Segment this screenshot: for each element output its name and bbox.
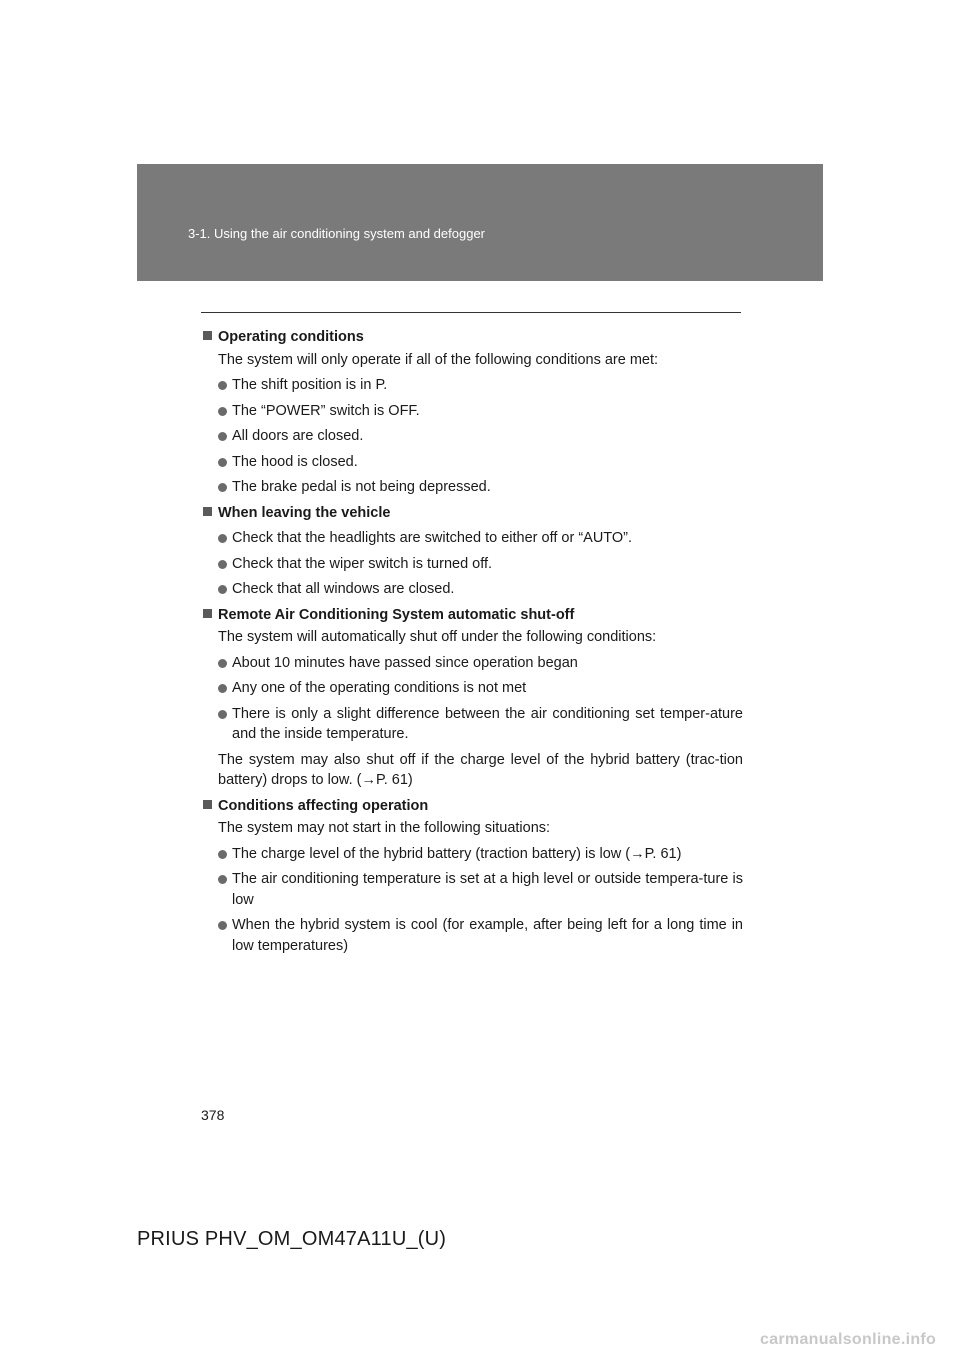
section-intro: The system will automatically shut off under the following conditions: xyxy=(218,629,657,645)
section-heading-text: When leaving the vehicle xyxy=(218,504,391,521)
list-item xyxy=(218,704,743,745)
circle-bullet-icon xyxy=(218,432,227,441)
section-intro: The system will only operate if all of the following conditions are met: xyxy=(218,351,659,368)
section-heading-text: Operating conditions xyxy=(218,329,364,345)
section-divider xyxy=(201,312,741,313)
list-item xyxy=(218,869,743,910)
section-intro: The system may not start in the following situations: xyxy=(218,820,551,836)
circle-bullet-icon xyxy=(218,921,227,930)
circle-bullet-icon xyxy=(218,483,227,492)
section-outro: The system may also shut off if the charge level of the hybrid battery (trac-tion battery) drops to low. (→P. 61) xyxy=(218,751,743,788)
list-item xyxy=(218,528,743,549)
list-item-text: All doors are closed. xyxy=(232,428,364,444)
list-item-text: Check that all windows are closed. xyxy=(232,581,455,597)
chapter-header-band xyxy=(137,164,823,281)
page-content xyxy=(203,327,743,956)
section-heading xyxy=(203,503,743,524)
list-item xyxy=(218,844,743,865)
list-item xyxy=(218,426,743,447)
section-heading xyxy=(203,605,743,626)
square-bullet-icon xyxy=(203,800,212,809)
circle-bullet-icon xyxy=(218,585,227,594)
list-item-text: The brake pedal is not being depressed. xyxy=(232,479,491,495)
document-code: PRIUS PHV_OM_OM47A11U_(U) xyxy=(137,1228,447,1250)
list-item xyxy=(218,401,743,422)
list-item-text: There is only a slight difference between the air conditioning set temper-ature and the inside temperature. xyxy=(232,705,743,742)
list-item-text: Check that the headlights are switched to either off or “AUTO”. xyxy=(232,530,633,546)
circle-bullet-icon xyxy=(218,710,227,719)
list-item-text: The air conditioning temperature is set at a high level or outside tempera-ture is low xyxy=(232,871,743,908)
list-item xyxy=(218,653,743,674)
list-item-text: The “POWER” switch is OFF. xyxy=(232,402,420,419)
list-item-text: The hood is closed. xyxy=(232,453,358,470)
list-item-text: The charge level of the hybrid battery (traction battery) is low (→P. 61) xyxy=(232,845,682,862)
section-heading-text: Conditions affecting operation xyxy=(218,797,429,814)
section-heading-text: Remote Air Conditioning System automatic shut-off xyxy=(218,606,575,623)
chapter-title: 3-1. Using the air conditioning system and defogger xyxy=(188,226,486,241)
list-item xyxy=(218,452,743,473)
section-heading xyxy=(203,796,743,817)
circle-bullet-icon xyxy=(218,381,227,390)
circle-bullet-icon xyxy=(218,560,227,569)
list-item xyxy=(218,375,743,396)
list-item xyxy=(218,579,743,600)
page-number: 378 xyxy=(201,1107,225,1123)
list-item xyxy=(218,678,743,699)
list-item-text: About 10 minutes have passed since operation began xyxy=(232,654,578,671)
list-item-text: Any one of the operating conditions is not met xyxy=(232,680,527,696)
circle-bullet-icon xyxy=(218,850,227,859)
square-bullet-icon xyxy=(203,331,212,340)
square-bullet-icon xyxy=(203,609,212,618)
circle-bullet-icon xyxy=(218,407,227,416)
square-bullet-icon xyxy=(203,507,212,516)
list-item xyxy=(218,554,743,575)
list-item-text: The shift position is in P. xyxy=(232,377,388,393)
list-item-text: Check that the wiper switch is turned off. xyxy=(232,555,493,572)
circle-bullet-icon xyxy=(218,458,227,467)
circle-bullet-icon xyxy=(218,534,227,543)
list-item-text: When the hybrid system is cool (for example, after being left for a long time in low temperatures) xyxy=(232,917,743,954)
circle-bullet-icon xyxy=(218,659,227,668)
watermark-text: carmanualsonline.info xyxy=(760,1331,937,1348)
circle-bullet-icon xyxy=(218,684,227,693)
list-item xyxy=(218,477,743,498)
section-heading xyxy=(203,327,743,348)
circle-bullet-icon xyxy=(218,875,227,884)
list-item xyxy=(218,915,743,956)
